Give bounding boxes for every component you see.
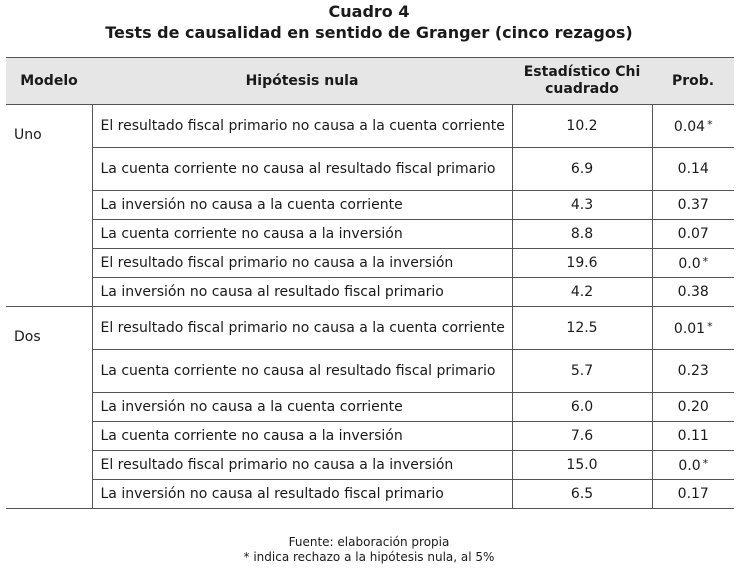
- table-row: [6, 220, 734, 249]
- table-body: [6, 105, 734, 509]
- table-row: [6, 105, 734, 148]
- table-row: [6, 480, 734, 509]
- prob-value: 0.37: [677, 196, 709, 213]
- caption-number: Cuadro 4: [328, 2, 410, 21]
- table-caption: [0, 2, 738, 43]
- table-row: [6, 278, 734, 307]
- estadistico-cell: 19.6: [512, 249, 652, 278]
- prob-value: 0.11: [677, 427, 709, 444]
- significance-note: * indica rechazo a la hipótesis nula, al 5%: [243, 550, 495, 564]
- prob-value: 0.0: [678, 256, 701, 272]
- prob-value: 0.20: [677, 398, 709, 415]
- source-note: Fuente: elaboración propia: [288, 535, 450, 549]
- header-estadistico: [512, 58, 652, 105]
- hipotesis-cell: La inversión no causa a la cuenta corriente: [92, 191, 512, 220]
- hipotesis-cell: La cuenta corriente no causa al resultado fiscal primario: [92, 350, 512, 393]
- estadistico-cell: 6.9: [512, 148, 652, 191]
- prob-cell: [652, 307, 734, 350]
- header-estadistico-line2: cuadrado: [545, 81, 619, 97]
- prob-cell: [652, 393, 734, 422]
- table-row: [6, 249, 734, 278]
- significance-star: *: [707, 320, 713, 333]
- prob-value: 0.14: [677, 160, 709, 177]
- table-footnotes: [0, 535, 738, 565]
- table-row: [6, 422, 734, 451]
- granger-table: [6, 57, 734, 509]
- modelo-cell: Dos: [6, 307, 92, 509]
- hipotesis-cell: El resultado fiscal primario no causa a la inversión: [92, 249, 512, 278]
- prob-value: 0.23: [677, 362, 709, 379]
- hipotesis-cell: La inversión no causa al resultado fiscal primario: [92, 278, 512, 307]
- table-row: [6, 350, 734, 393]
- prob-cell: [652, 451, 734, 480]
- header-row: [6, 58, 734, 105]
- header-estadistico-line1: Estadístico Chi: [523, 64, 641, 80]
- estadistico-cell: 6.0: [512, 393, 652, 422]
- estadistico-cell: 4.2: [512, 278, 652, 307]
- hipotesis-cell: La inversión no causa a la cuenta corriente: [92, 393, 512, 422]
- prob-cell: [652, 422, 734, 451]
- estadistico-cell: 4.3: [512, 191, 652, 220]
- prob-value: 0.0: [678, 458, 701, 474]
- prob-cell: [652, 148, 734, 191]
- table-row: [6, 148, 734, 191]
- prob-cell: [652, 480, 734, 509]
- hipotesis-cell: La cuenta corriente no causa a la inversión: [92, 422, 512, 451]
- caption-title: Tests de causalidad en sentido de Granger (cinco rezagos): [105, 23, 633, 42]
- prob-value: 0.04: [673, 119, 706, 135]
- estadistico-cell: 5.7: [512, 350, 652, 393]
- prob-value: 0.07: [677, 225, 709, 242]
- prob-cell: [652, 105, 734, 148]
- prob-value: 0.38: [677, 283, 709, 300]
- prob-cell: [652, 249, 734, 278]
- header-modelo: Modelo: [6, 58, 92, 105]
- hipotesis-cell: La cuenta corriente no causa a la inversión: [92, 220, 512, 249]
- significance-star: *: [702, 457, 709, 470]
- estadistico-cell: 15.0: [512, 451, 652, 480]
- prob-cell: [652, 350, 734, 393]
- hipotesis-cell: El resultado fiscal primario no causa a la cuenta corriente: [92, 307, 512, 350]
- table-row: [6, 451, 734, 480]
- prob-value: 0.17: [677, 485, 709, 502]
- estadistico-cell: 8.8: [512, 220, 652, 249]
- table-row: [6, 307, 734, 350]
- table-row: [6, 191, 734, 220]
- hipotesis-cell: La cuenta corriente no causa al resultado fiscal primario: [92, 148, 512, 191]
- hipotesis-cell: El resultado fiscal primario no causa a la inversión: [92, 451, 512, 480]
- prob-value: 0.01: [673, 321, 706, 337]
- prob-cell: [652, 278, 734, 307]
- prob-cell: [652, 191, 734, 220]
- modelo-cell: Uno: [6, 105, 92, 307]
- granger-table-container: [6, 57, 734, 509]
- hipotesis-cell: El resultado fiscal primario no causa a la cuenta corriente: [92, 105, 512, 148]
- estadistico-cell: 7.6: [512, 422, 652, 451]
- estadistico-cell: 10.2: [512, 105, 652, 148]
- header-prob: Prob.: [652, 58, 734, 105]
- significance-star: *: [702, 255, 709, 268]
- table-row: [6, 393, 734, 422]
- header-hipotesis: Hipótesis nula: [92, 58, 512, 105]
- significance-star: *: [707, 118, 713, 131]
- estadistico-cell: 6.5: [512, 480, 652, 509]
- estadistico-cell: 12.5: [512, 307, 652, 350]
- prob-cell: [652, 220, 734, 249]
- hipotesis-cell: La inversión no causa al resultado fiscal primario: [92, 480, 512, 509]
